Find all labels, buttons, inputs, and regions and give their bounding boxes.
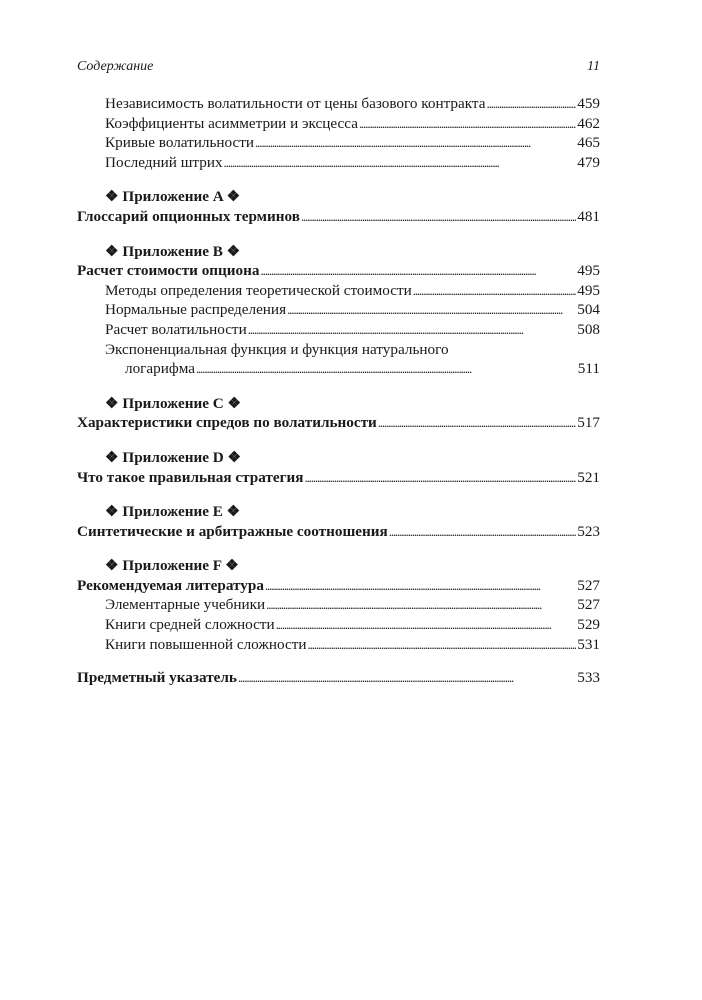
toc-entry-page: 527 [577,576,600,594]
toc-entry-page: 465 [577,134,600,152]
toc-entry-page: 529 [577,616,600,634]
dot-leader [238,668,576,688]
toc-entry [77,133,600,153]
toc-entry [77,595,600,615]
toc-chapter-entry [77,522,600,542]
toc-entry-page: 521 [577,468,600,486]
appendix-heading: ❖ Приложение D ❖ [105,448,242,466]
toc-entry-title: Книги средней сложности [105,616,275,634]
toc-entry-title: Последний штрих [105,153,223,171]
toc-entry-title: Расчет волатильности [105,320,247,338]
toc-entry-page: 527 [577,596,600,614]
toc-entry-title: Что такое правильная стратегия [77,468,304,486]
toc-entry [77,359,600,379]
toc-entry-page: 495 [577,281,600,299]
toc-entry [77,320,600,340]
toc-entry [77,635,600,655]
toc-entry-title: Элементарные учебники [105,596,266,614]
toc-entry-page: 481 [577,207,600,225]
toc-entry-page: 533 [577,669,600,687]
toc-entry-title: Расчет стоимости опциона [77,262,260,280]
dot-leader [248,320,577,340]
toc-chapter-entry [77,413,600,433]
toc-entry [77,300,600,320]
dot-leader [389,522,576,542]
table-of-contents [77,94,600,688]
dot-leader [255,133,576,153]
appendix-heading: ❖ Приложение E ❖ [105,503,241,521]
dot-leader [307,635,576,655]
toc-entry-title: Глоссарий опционных терминов [77,207,300,225]
toc-entry-title: Независимость волатильности от цены базового контракта [105,95,486,112]
toc-entry-page: 459 [577,95,600,112]
appendix-heading: ❖ Приложение B ❖ [105,242,241,260]
dot-leader [413,281,576,301]
appendix-heading: ❖ Приложение A ❖ [105,188,241,206]
page-number: 11 [587,59,600,74]
toc-entry-page: 479 [577,153,600,171]
toc-entry-page: 523 [577,522,600,540]
dot-leader [196,359,577,379]
dot-leader [304,468,576,488]
toc-entry [77,94,600,114]
toc-entry-title: Нормальные распределения [105,301,287,319]
dot-leader [378,413,576,433]
toc-entry [77,615,600,635]
dot-leader [265,576,576,596]
dot-leader [301,207,576,227]
dot-leader [486,94,576,114]
toc-entry-page: 511 [577,360,600,378]
dot-leader [224,153,577,173]
toc-entry-page: 462 [577,114,600,132]
dot-leader [359,114,576,134]
dot-leader [287,300,576,320]
toc-entry [77,114,600,134]
dot-leader [266,595,576,615]
toc-entry-page: 504 [577,301,600,319]
dot-leader [276,615,577,635]
toc-entry [77,281,600,301]
toc-chapter-entry [77,468,600,488]
toc-entry-page: 517 [577,414,600,432]
toc-entry-page: 531 [577,635,600,653]
toc-entry-title: Методы определения теоретической стоимости [105,281,412,299]
toc-entry-page: 495 [577,262,600,280]
toc-entry-title: Синтетические и арбитражные соотношения [77,522,388,540]
toc-chapter-entry [77,576,600,596]
toc-entry [77,153,600,173]
toc-entry-title: Книги повышенной сложности [105,635,307,653]
toc-entry-title: Характеристики спредов по волатильности [77,414,377,432]
toc-entry-title: Кривые волатильности [105,134,255,152]
toc-entry-title: Рекомендуемая литература [77,576,264,594]
running-header [77,59,600,81]
toc-entry-page: 508 [577,320,600,338]
toc-entry-title: Предметный указатель [77,669,237,687]
appendix-heading: ❖ Приложение C ❖ [105,394,242,412]
toc-chapter-entry [77,261,600,281]
toc-entry-title-line1: Экспоненциальная функция и функция натурального [105,340,449,358]
toc-chapter-entry [77,668,600,688]
toc-entry-title: Коэффициенты асимметрии и эксцесса [105,114,358,132]
toc-entry-title-line2: логарифма [125,360,195,378]
toc-chapter-entry [77,207,600,227]
appendix-heading: ❖ Приложение F ❖ [105,557,239,575]
dot-leader [261,261,577,281]
running-header-section: Содержание [77,59,154,74]
